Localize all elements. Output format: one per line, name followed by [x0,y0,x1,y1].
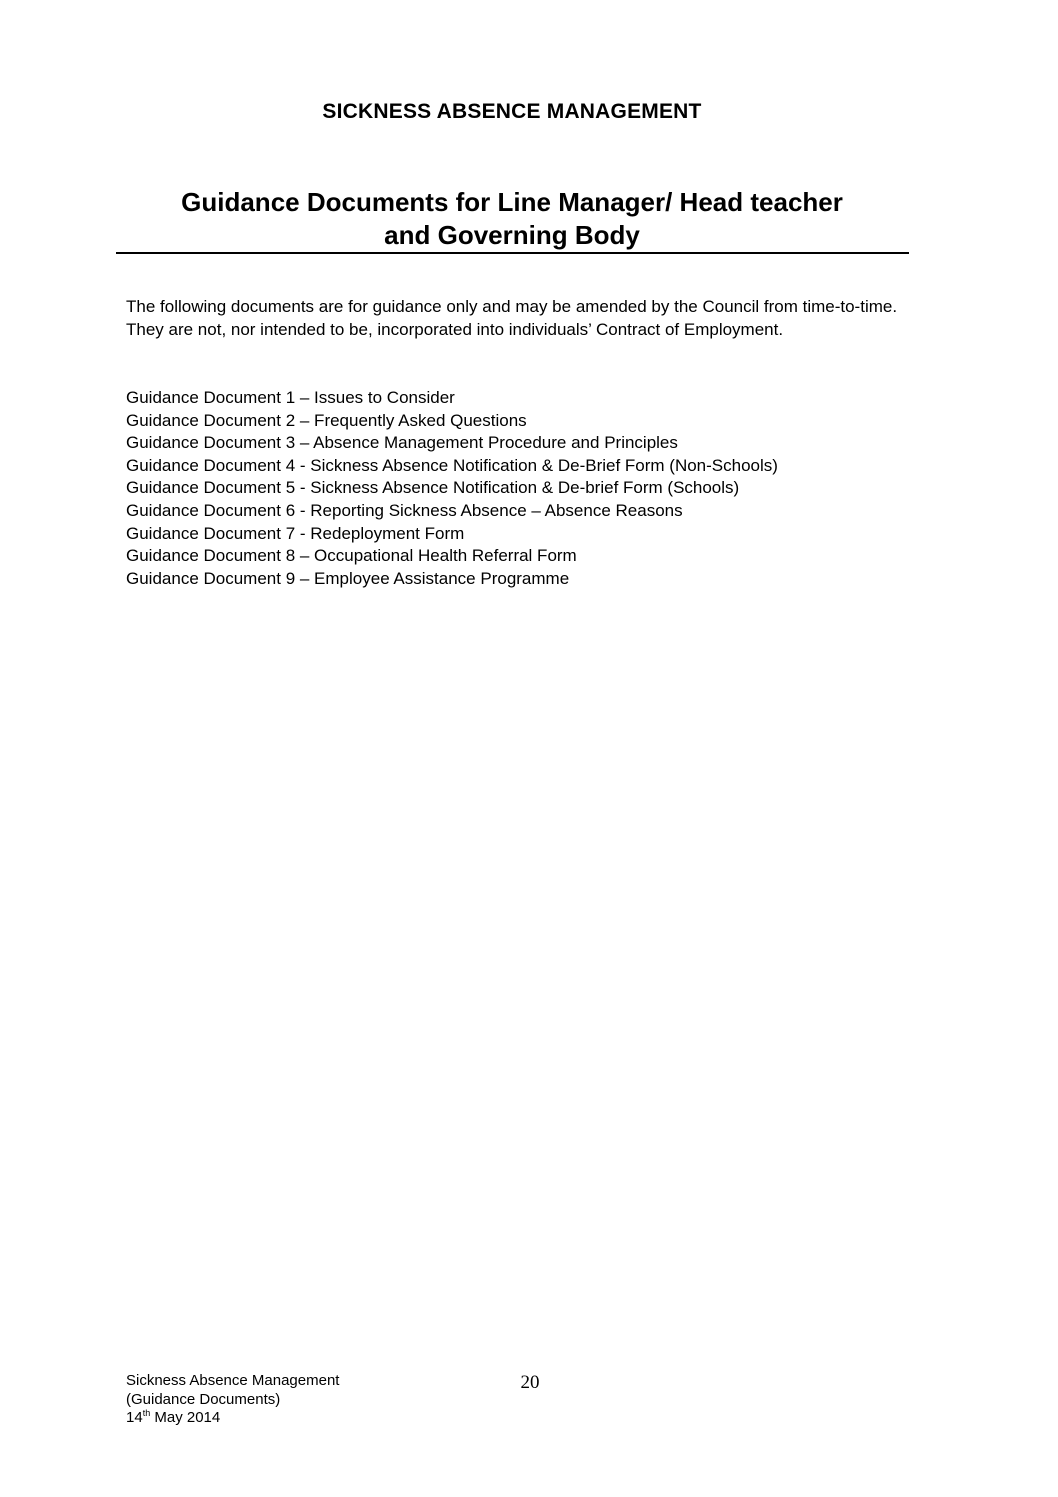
footer-date [126,1409,526,1428]
list-item: Guidance Document 9 – Employee Assistance Programme [126,568,570,588]
list-item: Guidance Document 1 – Issues to Consider [126,388,455,407]
list-item: Guidance Document 3 – Absence Management Procedure and Principles [126,433,678,453]
list-item: Guidance Document 4 - Sickness Absence Notification & De-Brief Form (Non-Schools) [126,455,778,475]
document-title-line-2: and Governing Body [384,220,640,250]
intro-paragraph: The following documents are for guidance only and may be amended by the Council from time-to-time. They are not, nor intended to be, incorporated into individuals’ Contract of Employment. [126,297,898,339]
page-footer [126,1372,526,1428]
document-title [116,186,908,252]
list-item: Guidance Document 5 - Sickness Absence Notification & De-brief Form (Schools) [126,478,740,498]
footer-date-day: 14 [126,1409,143,1426]
list-item: Guidance Document 8 – Occupational Health Referral Form [126,546,577,566]
footer-date-month-year: May 2014 [150,1409,221,1426]
document-heading: SICKNESS ABSENCE MANAGEMENT [322,100,702,123]
list-item: Guidance Document 6 - Reporting Sickness Absence – Absence Reasons [126,500,683,520]
list-item: Guidance Document 7 - Redeployment Form [126,523,465,543]
document-title-line-1: Guidance Documents for Line Manager/ Head teacher [181,187,843,217]
list-item: Guidance Document 2 – Frequently Asked Questions [126,410,527,430]
page-number: 20 [520,1372,540,1393]
footer-date-suffix: th [142,1408,151,1418]
footer-document-subtitle: (Guidance Documents) [126,1390,281,1408]
title-underline-divider [116,252,909,254]
guidance-document-list [126,387,926,590]
footer-document-name: Sickness Absence Management [126,1372,340,1389]
